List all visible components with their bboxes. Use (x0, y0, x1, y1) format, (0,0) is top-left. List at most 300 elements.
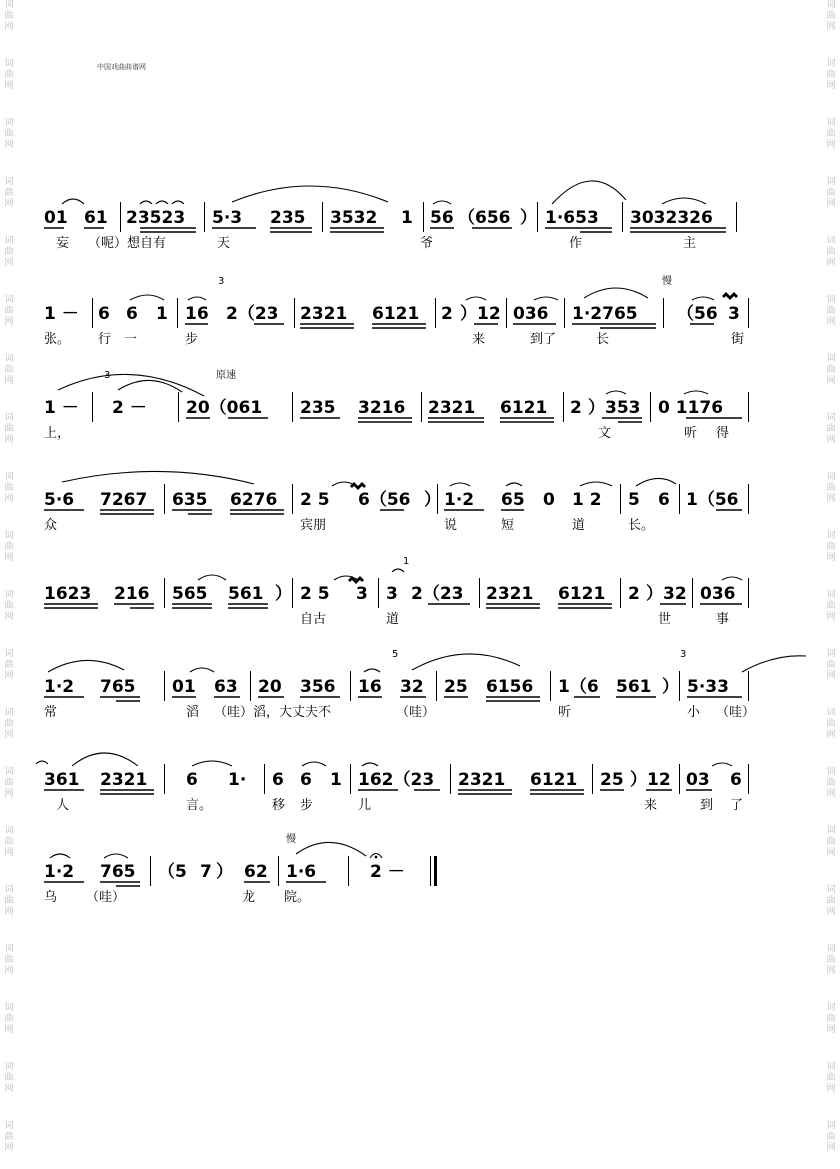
watermark-gap (2, 505, 16, 531)
watermark-gap (824, 446, 838, 472)
fermata-dot (375, 856, 378, 859)
lyric: 步 (300, 798, 314, 813)
lyric: 爷 (420, 236, 434, 251)
note-group: 0 (543, 490, 555, 510)
watermark-char: 网 (826, 907, 836, 917)
watermark-char: 网 (4, 435, 14, 445)
bar-line (622, 202, 623, 232)
watermark-gap (2, 1154, 16, 1169)
note-group: 3032326 (630, 208, 713, 228)
watermark-gap (824, 1154, 838, 1169)
slur (692, 297, 714, 300)
bar-line (679, 671, 680, 701)
lyric: 短 (501, 518, 515, 533)
note-group: 5·3 (212, 208, 243, 228)
watermark-char: 曲 (826, 247, 836, 257)
slur (506, 483, 522, 486)
watermark-char: 词 (4, 59, 14, 69)
lyric: 滔 (186, 705, 200, 720)
bar-line (92, 392, 93, 422)
note-group: 5·33 (687, 677, 729, 697)
bar-line (292, 578, 293, 608)
note-group: 01 (172, 677, 196, 697)
watermark-gap (2, 92, 16, 118)
watermark-char: 网 (4, 671, 14, 681)
lyric: （呢）想自有 (88, 236, 167, 251)
watermark-char: 词 (826, 0, 836, 10)
note-group: 16 (185, 304, 209, 324)
watermark-char: 网 (826, 22, 836, 32)
watermark-char: 网 (4, 199, 14, 209)
lyric: （哇） (86, 890, 126, 905)
bar-line (748, 298, 749, 328)
bar-line (322, 202, 323, 232)
annotation-mark: 3 (104, 370, 111, 381)
lyric: 来 (644, 798, 658, 813)
slur (392, 569, 404, 572)
bar-line (92, 298, 93, 328)
watermark-gap (2, 564, 16, 590)
note-group: 2 － (112, 398, 147, 418)
note-group: （5 (158, 862, 187, 882)
watermark-gap (2, 33, 16, 59)
lyric: 步 (185, 332, 199, 347)
watermark-char: 词 (826, 826, 836, 836)
note-group: 6 (98, 304, 110, 324)
watermark-char: 曲 (826, 896, 836, 906)
slur (62, 471, 254, 484)
watermark-char: 词 (826, 177, 836, 187)
bar-line (292, 392, 293, 422)
slur (130, 295, 164, 300)
slur (302, 762, 326, 766)
watermark-char: 词 (4, 472, 14, 482)
note-group: 635 (172, 490, 208, 510)
watermark-char: 网 (826, 1084, 836, 1094)
note-group: 036 (700, 584, 736, 604)
watermark-gap (2, 1095, 16, 1121)
lyric: （哇） (396, 705, 436, 720)
bar-line (663, 298, 664, 328)
watermark-char: 网 (826, 494, 836, 504)
note-group: 6 (272, 770, 284, 790)
note-group: 03 (686, 770, 710, 790)
note-group: 765 (100, 677, 136, 697)
bar-line (164, 578, 165, 608)
lyric: 长。 (628, 518, 655, 533)
watermark-gap (824, 859, 838, 885)
slur (48, 660, 124, 672)
final-bar-line (430, 856, 437, 886)
watermark-char: 网 (826, 140, 836, 150)
watermark-char: 曲 (826, 188, 836, 198)
watermark-char: 曲 (4, 660, 14, 670)
watermark-gap (824, 1095, 838, 1121)
watermark-char: 词 (4, 295, 14, 305)
watermark-gap (2, 977, 16, 1003)
slur (190, 668, 214, 672)
note-group: 20 (258, 677, 282, 697)
watermark-gap (2, 682, 16, 708)
slur (296, 842, 366, 856)
watermark-char: 曲 (826, 424, 836, 434)
slur (198, 575, 226, 580)
bar-line (550, 671, 551, 701)
watermark-char: 网 (826, 1143, 836, 1153)
watermark-gap (2, 387, 16, 413)
slur (172, 201, 184, 204)
watermark-char: 曲 (826, 1073, 836, 1083)
watermark-char: 词 (4, 708, 14, 718)
lyric: 听 (684, 426, 698, 441)
watermark-char: 曲 (4, 483, 14, 493)
watermark-gap (2, 151, 16, 177)
note-group: 5·6 (44, 490, 75, 510)
note-group: 2 (441, 304, 453, 324)
bar-line (506, 298, 507, 328)
watermark-char: 词 (4, 590, 14, 600)
lyric: 乌 (44, 890, 58, 905)
watermark-char: 词 (826, 649, 836, 659)
watermark-gap (824, 92, 838, 118)
watermark-char: 曲 (826, 542, 836, 552)
watermark-char: 词 (826, 944, 836, 954)
watermark-char: 曲 (4, 247, 14, 257)
note-group: 6 (300, 770, 312, 790)
lyric: 街 (731, 332, 745, 347)
bar-line (537, 202, 538, 232)
slur (712, 763, 732, 766)
lyric: 儿 (358, 798, 372, 813)
watermark-char: 网 (4, 612, 14, 622)
slur (50, 854, 70, 858)
watermark-char: 曲 (826, 129, 836, 139)
bar-line (292, 484, 293, 514)
watermark-char: 曲 (826, 719, 836, 729)
watermark-char: 网 (826, 258, 836, 268)
watermark-char: 网 (4, 258, 14, 268)
bar-line (736, 202, 737, 232)
slur (192, 761, 232, 766)
note-group: 3 (356, 584, 368, 604)
slur (433, 201, 451, 204)
watermark-char: 网 (4, 730, 14, 740)
watermark-char: 曲 (4, 955, 14, 965)
note-group: 565 (172, 584, 208, 604)
bar-line (150, 856, 151, 886)
note-group: 3 (728, 304, 740, 324)
note-group: 1 － (44, 304, 79, 324)
watermark-char: 词 (4, 826, 14, 836)
watermark-char: 曲 (826, 11, 836, 21)
watermark-char: 词 (826, 236, 836, 246)
watermark-char: 网 (4, 317, 14, 327)
lyric: 一 (124, 332, 138, 347)
watermark-char: 曲 (826, 955, 836, 965)
watermark-char: 网 (4, 81, 14, 91)
watermark-char: 曲 (4, 365, 14, 375)
note-group: 16 (358, 677, 382, 697)
watermark-gap (824, 505, 838, 531)
watermark-char: 网 (826, 81, 836, 91)
watermark-char: 网 (826, 376, 836, 386)
bar-line (177, 298, 178, 328)
watermark-gap (2, 918, 16, 944)
watermark-char: 曲 (826, 778, 836, 788)
watermark-char: 词 (826, 531, 836, 541)
note-group: 61 (84, 208, 108, 228)
watermark-gap (2, 269, 16, 295)
bar-line (378, 578, 379, 608)
note-group: 6 (658, 490, 670, 510)
note-group: 01 (44, 208, 68, 228)
watermark-char: 网 (4, 1084, 14, 1094)
bar-line (350, 671, 351, 701)
note-group: 1623 (44, 584, 92, 604)
lyric: 到 (700, 798, 714, 813)
lyric: 听 (558, 705, 572, 720)
note-group: 6 (186, 770, 198, 790)
watermark-char: 曲 (826, 483, 836, 493)
bar-line (350, 764, 351, 794)
note-group: 2 (628, 584, 640, 604)
note-group: 6276 (230, 490, 278, 510)
lyric: 院。 (284, 890, 311, 905)
bar-line (620, 578, 621, 608)
watermark-char: 网 (826, 671, 836, 681)
watermark-gap (824, 328, 838, 354)
lyric: 得 (716, 426, 730, 441)
lyric: 来 (472, 332, 486, 347)
note-group: ） (520, 208, 537, 228)
note-group: 6156 (486, 677, 534, 697)
annotation-mark: 5 (392, 649, 399, 660)
slur (684, 391, 708, 394)
watermark-gap (2, 800, 16, 826)
slur (364, 669, 380, 672)
lyric: 张。 (44, 332, 71, 347)
note-group: 1 2 (572, 490, 602, 510)
note-group: 1· (228, 770, 247, 790)
note-group: （656 (458, 208, 511, 228)
watermark-char: 词 (4, 767, 14, 777)
lyric: 众 (44, 518, 58, 533)
lyric: 移 (272, 798, 286, 813)
note-group: 1 (330, 770, 342, 790)
note-group: 3532 (330, 208, 378, 228)
watermark-char: 词 (4, 177, 14, 187)
lyric: 说 (444, 518, 458, 533)
note-group: 20（061 (186, 398, 263, 418)
watermark-char: 词 (826, 295, 836, 305)
lyric: 道 (572, 518, 586, 533)
watermark-char: 词 (4, 649, 14, 659)
bar-line (479, 578, 480, 608)
watermark-char: 词 (4, 354, 14, 364)
watermark-gap (824, 269, 838, 295)
note-group: 361 (44, 770, 80, 790)
lyric: 主 (683, 236, 697, 251)
bar-line (421, 392, 422, 422)
watermark-char: 词 (4, 236, 14, 246)
watermark-char: 网 (4, 907, 14, 917)
note-group: 5 (628, 490, 640, 510)
note-group: ） (216, 862, 233, 882)
note-group: 56 (430, 208, 454, 228)
lyric: 常 (44, 705, 58, 720)
note-group: ）353 (588, 398, 641, 418)
watermark-char: 曲 (826, 1014, 836, 1024)
note-group: （56 (677, 304, 718, 324)
watermark-char: 网 (826, 848, 836, 858)
watermark-char: 曲 (4, 837, 14, 847)
note-group: 63 (214, 677, 238, 697)
note-group: 1·6 (286, 862, 317, 882)
watermark-char: 网 (826, 1025, 836, 1035)
slur (722, 577, 742, 580)
bar-line (692, 578, 693, 608)
slur (742, 656, 806, 672)
watermark-char: 网 (826, 435, 836, 445)
watermark-char: 网 (4, 789, 14, 799)
watermark-char: 词 (4, 1121, 14, 1131)
lyric: 世 (658, 612, 672, 627)
watermark-char: 曲 (4, 1073, 14, 1083)
slur (636, 478, 676, 486)
watermark-char: 词 (4, 531, 14, 541)
note-group: 25 (444, 677, 468, 697)
lyric: 作 (569, 236, 583, 251)
watermark-gap (824, 741, 838, 767)
note-group: 1·2765 (572, 304, 638, 324)
note-group: ）12 (630, 770, 671, 790)
watermark-char: 网 (4, 494, 14, 504)
watermark-char: 词 (826, 472, 836, 482)
slur (362, 763, 378, 766)
note-group: 2321 (100, 770, 148, 790)
watermark-char: 词 (4, 118, 14, 128)
watermark-gap (824, 33, 838, 59)
watermark-char: 曲 (4, 424, 14, 434)
watermark-char: 网 (4, 1025, 14, 1035)
note-group: 6（56 (358, 490, 411, 510)
slur (584, 288, 648, 298)
trill-mark (348, 576, 364, 584)
note-group: 2 － (370, 862, 405, 882)
bar-line (650, 392, 651, 422)
lyric: 小 (687, 705, 701, 720)
note-group: 65 (501, 490, 525, 510)
bar-line (250, 671, 251, 701)
watermark-char: 词 (826, 767, 836, 777)
watermark-gap (2, 446, 16, 472)
note-group: 6121 (558, 584, 606, 604)
note-group: 7 (200, 862, 212, 882)
watermark-char: 曲 (4, 601, 14, 611)
watermark-char: 网 (4, 966, 14, 976)
fermata-arc (370, 854, 382, 859)
slur (334, 576, 358, 580)
note-group: 356 (300, 677, 336, 697)
note-group: 3 (386, 584, 398, 604)
slur (552, 181, 626, 204)
note-group: 1·2 (44, 677, 75, 697)
note-group: 25 (600, 770, 624, 790)
note-group: 561 (228, 584, 264, 604)
note-group: 6 (126, 304, 138, 324)
watermark-char: 曲 (4, 129, 14, 139)
note-group: 2321 (486, 584, 534, 604)
bar-line (164, 764, 165, 794)
slur (140, 201, 152, 204)
watermark-char: 曲 (826, 837, 836, 847)
watermark-char: 词 (4, 944, 14, 954)
watermark-char: 曲 (4, 896, 14, 906)
trill-mark (350, 482, 366, 490)
bar-line (120, 202, 121, 232)
note-group: 1（6 (558, 677, 599, 697)
note-group: 62 (244, 862, 268, 882)
bar-line (436, 671, 437, 701)
watermark-right (824, 0, 838, 1169)
bar-line (204, 202, 205, 232)
watermark-char: 词 (4, 1062, 14, 1072)
watermark-char: 词 (826, 354, 836, 364)
watermark-left (2, 0, 16, 1169)
watermark-char: 词 (4, 885, 14, 895)
watermark-char: 词 (826, 708, 836, 718)
watermark-char: 词 (826, 885, 836, 895)
bar-line (164, 484, 165, 514)
note-group: 32 (400, 677, 424, 697)
lyric: 事 (716, 612, 730, 627)
bar-line (294, 298, 295, 328)
watermark-char: 网 (4, 1143, 14, 1153)
watermark-char: 曲 (4, 542, 14, 552)
slur (62, 199, 84, 204)
note-group: 2（23 (411, 584, 464, 604)
note-group: 1·2 (444, 490, 475, 510)
watermark-gap (2, 210, 16, 236)
note-group: 2321 (300, 304, 348, 324)
lyric: 妄 (56, 236, 70, 251)
watermark-char: 曲 (826, 601, 836, 611)
watermark-char: 曲 (826, 660, 836, 670)
bar-line (178, 392, 179, 422)
watermark-gap (824, 977, 838, 1003)
note-group: 235 (270, 208, 306, 228)
bar-line (748, 671, 749, 701)
lyric: 文 (598, 426, 612, 441)
note-group: 2 (570, 398, 582, 418)
note-group: 2 5 (300, 584, 330, 604)
watermark-char: 曲 (826, 1132, 836, 1142)
note-group: 6121 (500, 398, 548, 418)
watermark-gap (824, 151, 838, 177)
note-group: 1·653 (545, 208, 599, 228)
note-group: 23523 (126, 208, 186, 228)
lyric: 了 (730, 798, 744, 813)
bar-line (748, 484, 749, 514)
note-group: 6121 (372, 304, 420, 324)
watermark-char: 曲 (4, 306, 14, 316)
watermark-char: 网 (4, 376, 14, 386)
slur (534, 297, 558, 300)
note-group: 2321 (428, 398, 476, 418)
note-group: 235 (300, 398, 336, 418)
note-group: ） (424, 490, 441, 510)
bar-line (450, 764, 451, 794)
